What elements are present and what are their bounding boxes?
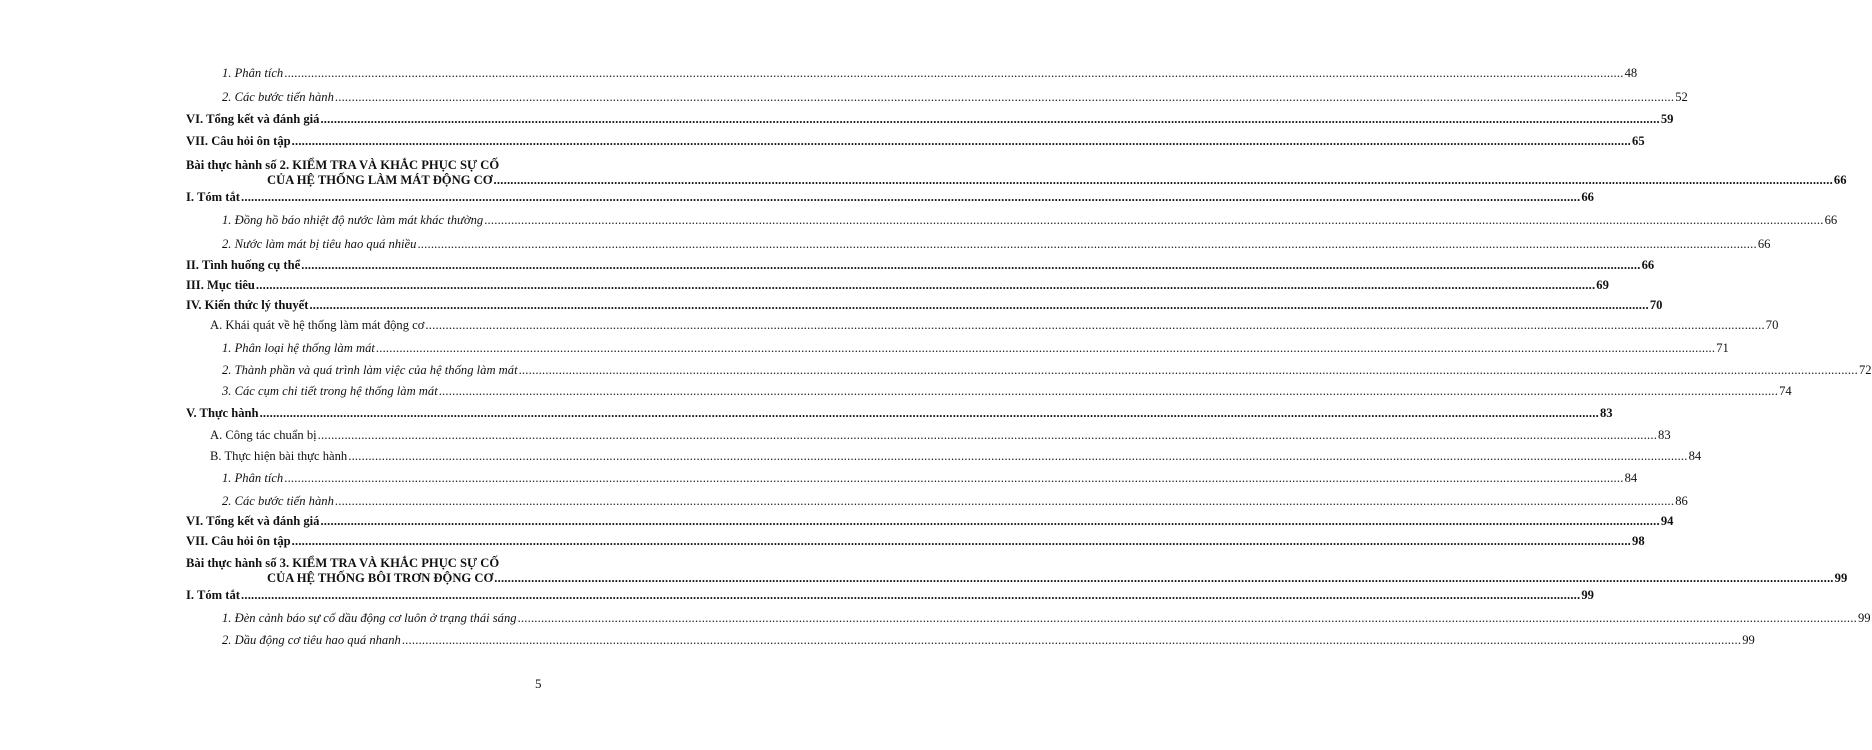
toc-entry[interactable] [186,131,1645,151]
toc-entry-label: 3. Các cụm chi tiết trong hệ thống làm mát [222,384,438,398]
leader-dots: ................................................................................................................................................................................................................................................................................................................................................................................................................ [484,213,1824,227]
toc-entry-label: B. Thực hiện bài thực hành [210,449,348,463]
toc-page-number: 65 [1632,134,1645,148]
toc-page-number: 86 [1675,494,1688,508]
toc-page-number: 99 [1857,611,1871,625]
toc-entry[interactable] [186,585,1594,605]
toc-entry-label: I. Tóm tắt [186,190,240,204]
toc-page-number: 99 [1834,571,1848,585]
toc-entry[interactable] [222,338,1729,358]
toc-page-number: 66 [1824,213,1838,227]
toc-entry[interactable] [222,63,1638,83]
toc-entry-label: A. Khái quát về hệ thống làm mát động cơ [210,318,425,332]
toc-entry-label: VI. Tổng kết và đánh giá [186,112,320,126]
toc-entry[interactable] [222,87,1688,107]
leader-dots: ................................................................................................................................................................................................................................................................................................................................................................................................................ [309,298,1649,312]
toc-entry-label: 2. Các bước tiến hành [222,90,334,104]
toc-entry-label: VI. Tổng kết và đánh giá [186,514,320,528]
toc-page-number: 84 [1624,471,1638,485]
toc-entry[interactable] [186,295,1663,315]
toc-entry[interactable] [222,234,1771,254]
toc-page-number: 83 [1658,428,1671,442]
page-number: 5 [535,676,542,691]
toc-entry-label: 1. Phân tích [222,471,284,485]
leader-dots: ................................................................................................................................................................................................................................................................................................................................................................................................................ [517,611,1857,625]
leader-dots: ................................................................................................................................................................................................................................................................................................................................................................................................................ [291,534,1632,548]
toc-page-number: 66 [1757,237,1771,251]
toc-entry-label: V. Thực hành [186,406,259,420]
leader-dots: ................................................................................................................................................................................................................................................................................................................................................................................................................ [284,471,1624,485]
toc-entry[interactable] [210,425,1671,445]
leader-dots: ................................................................................................................................................................................................................................................................................................................................................................................................................ [401,633,1742,647]
toc-page-number: 70 [1649,298,1663,312]
leader-dots: ................................................................................................................................................................................................................................................................................................................................................................................................................ [348,449,1688,463]
toc-entry[interactable] [186,255,1655,275]
leader-dots: ................................................................................................................................................................................................................................................................................................................................................................................................................ [320,112,1660,126]
leader-dots: ................................................................................................................................................................................................................................................................................................................................................................................................................ [284,66,1624,80]
toc-page-number: 52 [1675,90,1688,104]
leader-dots: ................................................................................................................................................................................................................................................................................................................................................................................................................ [241,588,1581,602]
leader-dots: ................................................................................................................................................................................................................................................................................................................................................................................................................ [241,190,1581,204]
toc-entry-label: 1. Phân tích [222,66,284,80]
leader-dots: ................................................................................................................................................................................................................................................................................................................................................................................................................ [255,278,1596,292]
toc-entry-label: III. Mục tiêu [186,278,255,292]
toc-page-number: 69 [1596,278,1609,292]
toc-chapter-heading: Bài thực hành số 3. KIỂM TRA VÀ KHẮC PHỤC SỰ CỐ [186,556,500,570]
toc-page-number: 83 [1599,406,1613,420]
leader-dots: ................................................................................................................................................................................................................................................................................................................................................................................................................ [334,90,1675,104]
toc-entry[interactable] [186,531,1645,551]
toc-entry-label: 2. Dầu động cơ tiêu hao quá nhanh [222,633,401,647]
leader-dots: ................................................................................................................................................................................................................................................................................................................................................................................................................ [317,428,1658,442]
toc-entry-label: IV. Kiến thức lý thuyết [186,298,309,312]
toc-entry-label: 2. Thành phần và quá trình làm việc của hệ thống làm mát [222,363,518,377]
toc-page-number: 48 [1624,66,1638,80]
toc-entry[interactable] [222,360,1872,380]
toc-entry-label: 1. Đèn cảnh báo sự cố dầu động cơ luôn ở trạng thái sáng [222,611,517,625]
toc-entry[interactable] [222,381,1792,401]
toc-page-number: 59 [1660,112,1674,126]
toc-entry-label: I. Tóm tắt [186,588,240,602]
toc-entry[interactable] [210,446,1702,466]
toc-entry-label: VII. Câu hỏi ôn tập [186,134,291,148]
toc-page-number: 66 [1581,190,1594,204]
leader-dots: ................................................................................................................................................................................................................................................................................................................................................................................................................ [425,318,1765,332]
toc-entry[interactable] [222,630,1755,650]
toc-entry[interactable] [186,275,1609,295]
toc-page-number: 84 [1688,449,1702,463]
toc-page-number: 66 [1641,258,1655,272]
toc-page-number: 98 [1632,534,1645,548]
leader-dots: ................................................................................................................................................................................................................................................................................................................................................................................................................ [320,514,1660,528]
toc-entry-label: 1. Đồng hồ báo nhiệt độ nước làm mát khác thường [222,213,484,227]
leader-dots: ................................................................................................................................................................................................................................................................................................................................................................................................................ [493,173,1833,187]
toc-entry[interactable] [222,210,1838,230]
leader-dots: ................................................................................................................................................................................................................................................................................................................................................................................................................ [494,571,1834,585]
toc-page-number: 71 [1716,341,1729,355]
toc-page-number: 66 [1833,173,1847,187]
toc-page-number: 99 [1581,588,1594,602]
toc-entry[interactable] [210,315,1779,335]
toc-entry-label: 2. Nước làm mát bị tiêu hao quá nhiều [222,237,417,251]
leader-dots: ................................................................................................................................................................................................................................................................................................................................................................................................................ [259,406,1599,420]
toc-page-number: 74 [1779,384,1792,398]
toc-entry[interactable] [186,511,1674,531]
toc-entry-label: 1. Phân loại hệ thống làm mát [222,341,375,355]
toc-entry[interactable] [186,187,1594,207]
toc-page-number: 99 [1742,633,1755,647]
leader-dots: ................................................................................................................................................................................................................................................................................................................................................................................................................ [438,384,1779,398]
leader-dots: ................................................................................................................................................................................................................................................................................................................................................................................................................ [518,363,1858,377]
toc-page-number: 70 [1765,318,1779,332]
leader-dots: ................................................................................................................................................................................................................................................................................................................................................................................................................ [301,258,1641,272]
toc-entry[interactable] [222,468,1638,488]
leader-dots: ................................................................................................................................................................................................................................................................................................................................................................................................................ [334,494,1675,508]
leader-dots: ................................................................................................................................................................................................................................................................................................................................................................................................................ [417,237,1757,251]
toc-entry[interactable] [222,491,1688,511]
toc-entry-label: CỦA HỆ THỐNG LÀM MÁT ĐỘNG CƠ [267,173,493,187]
toc-chapter-heading: Bài thực hành số 2. KIỂM TRA VÀ KHẮC PHỤC SỰ CỐ [186,158,500,172]
toc-entry-label: II. Tình huống cụ thể [186,258,301,272]
leader-dots: ................................................................................................................................................................................................................................................................................................................................................................................................................ [291,134,1632,148]
toc-page-number: 72 [1858,363,1872,377]
toc-entry[interactable] [186,109,1674,129]
toc-entry-label: A. Công tác chuẩn bị [210,428,317,442]
leader-dots: ................................................................................................................................................................................................................................................................................................................................................................................................................ [375,341,1716,355]
toc-entry-label: 2. Các bước tiến hành [222,494,334,508]
toc-entry[interactable] [222,608,1871,628]
toc-page-number: 94 [1660,514,1674,528]
toc-entry-label: CỦA HỆ THỐNG BÔI TRƠN ĐỘNG CƠ [267,571,494,585]
toc-entry-label: VII. Câu hỏi ôn tập [186,534,291,548]
toc-entry[interactable] [186,403,1613,423]
